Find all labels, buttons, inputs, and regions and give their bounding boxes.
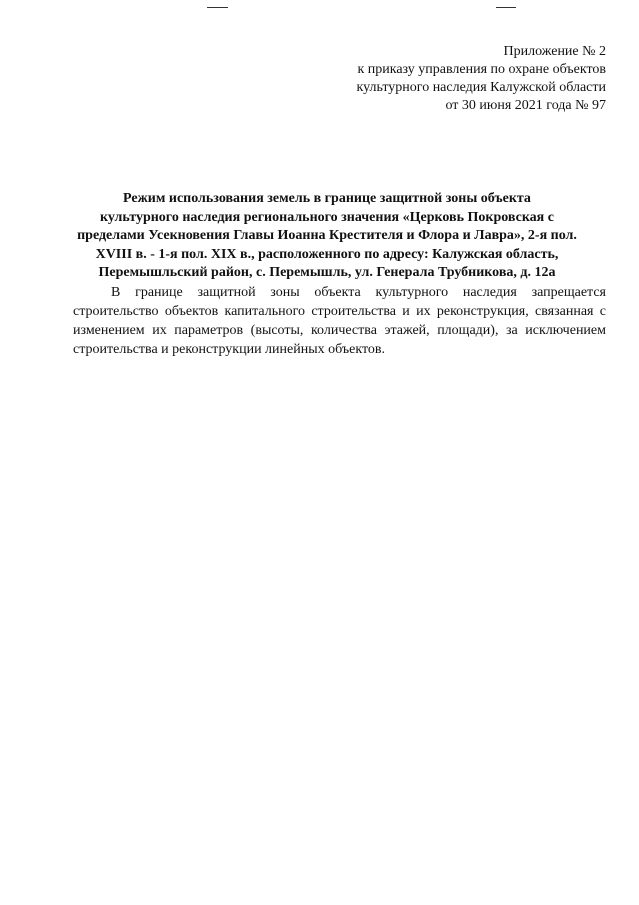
title-line: Режим использования земель в границе защитной зоны объекта bbox=[123, 191, 531, 206]
appendix-order-ref: к приказу управления по охране объектов bbox=[357, 62, 606, 77]
top-edge-mark-right bbox=[496, 7, 516, 8]
top-edge-mark-left bbox=[207, 7, 228, 8]
appendix-authority: культурного наследия Калужской области bbox=[356, 80, 606, 95]
document-title bbox=[72, 190, 582, 283]
appendix-number: Приложение № 2 bbox=[503, 44, 606, 59]
appendix-header bbox=[357, 43, 606, 115]
body-paragraph: В границе защитной зоны объекта культурного наследия запрещается строительство объектов капитального строительства и их реконструкция, связанная с изменением их параметров (высоты, количества этажей, площади), за исключением строительства и реконструкции линейных объектов. bbox=[73, 285, 606, 357]
title-line: XVIII в. - 1-я пол. XIX в., расположенного по адресу: Калужская область, bbox=[95, 246, 559, 262]
title-line: Перемышльский район, с. Перемышль, ул. Генерала Трубникова, д. 12а bbox=[98, 265, 556, 280]
title-line: культурного наследия регионального значения «Церковь Покровская с bbox=[100, 209, 554, 225]
title-line: пределами Усекновения Главы Иоанна Крестителя и Флора и Лавра», 2-я пол. bbox=[77, 228, 577, 243]
appendix-date: от 30 июня 2021 года № 97 bbox=[445, 98, 606, 113]
